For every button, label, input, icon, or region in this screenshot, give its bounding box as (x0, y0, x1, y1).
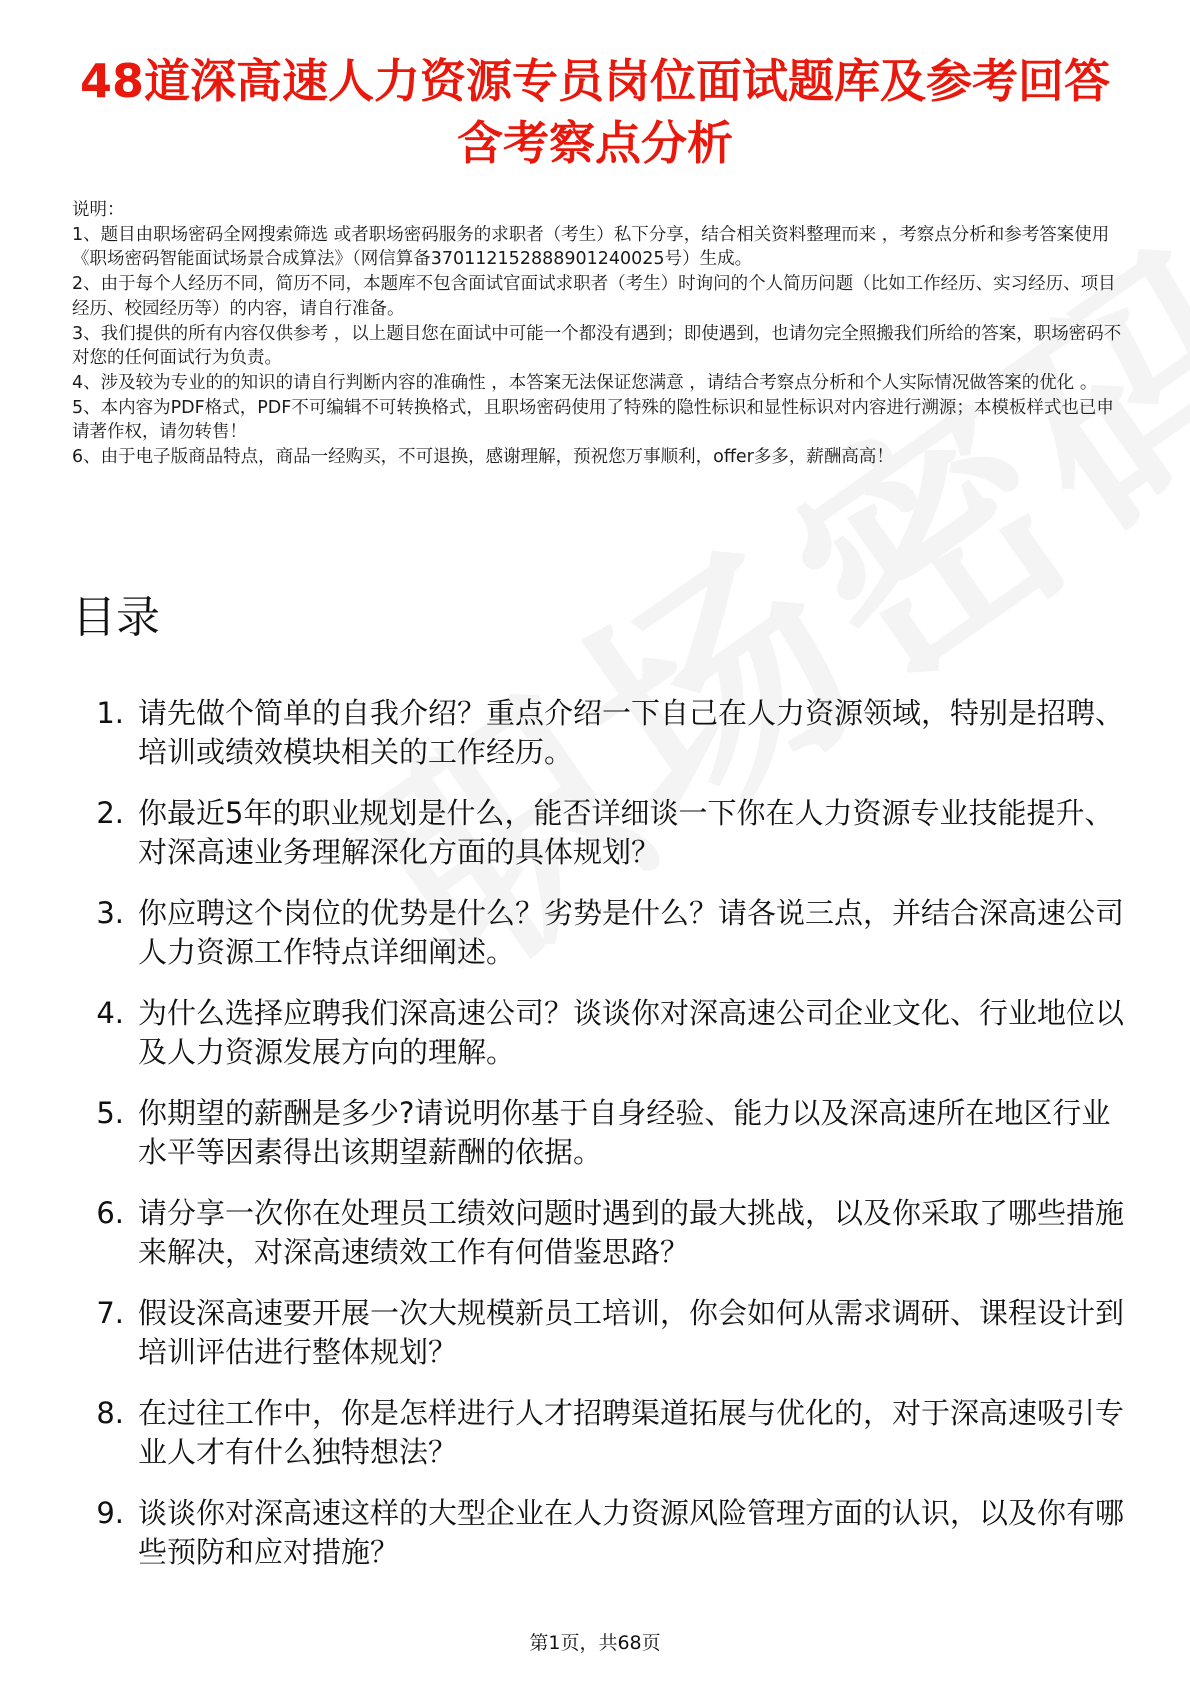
toc-item-number: 2. (96, 796, 124, 830)
notes-line: 3、我们提供的所有内容仅供参考 ，以上题目您在面试中可能一个都没有遇到；即使遇到，也请勿完全照搬我们所给的答案，职场密码不对您的任何面试行为负责。 (72, 323, 1122, 369)
toc-heading: 目录 (72, 592, 160, 643)
toc-item-text: 在过往工作中，你是怎样进行人才招聘渠道拓展与优化的，对于深高速吸引专业人才有什么独特想法？ (138, 1396, 1125, 1469)
toc-item[interactable] (72, 694, 1132, 772)
toc-item-text: 你期望的薪酬是多少?请说明你基于自身经验、能力以及深高速所在地区行业水平等因素得出该期望薪酬的依据。 (138, 1096, 1111, 1169)
toc-item[interactable] (72, 1194, 1132, 1272)
toc-item-number: 4. (96, 996, 124, 1030)
toc-item-number: 3. (96, 896, 124, 930)
toc-item-number: 8. (96, 1396, 124, 1430)
toc-item-number: 1. (96, 696, 124, 730)
toc-item-text: 你最近5年的职业规划是什么，能否详细谈一下你在人力资源专业技能提升、对深高速业务理解深化方面的具体规划？ (138, 796, 1114, 869)
toc-item-text: 请先做个简单的自我介绍？重点介绍一下自己在人力资源领域，特别是招聘、培训或绩效模块相关的工作经历。 (138, 696, 1125, 769)
toc-item-number: 7. (96, 1296, 124, 1330)
notes-line: 2、由于每个人经历不同，简历不同，本题库不包含面试官面试求职者（考生）时询问的个人简历问题（比如工作经历、实习经历、项目经历、校园经历等）的内容，请自行准备。 (72, 274, 1116, 319)
notes-line: 4、涉及较为专业的的知识的请自行判断内容的准确性 ，本答案无法保证您满意 ，请结合考察点分析和个人实际情况做答案的优化 。 (72, 372, 1098, 393)
toc-item[interactable] (72, 1394, 1132, 1472)
toc-item[interactable] (72, 1094, 1132, 1172)
toc-item-number: 9. (96, 1496, 124, 1530)
toc-item-number: 6. (96, 1196, 124, 1230)
toc-item-number: 5. (96, 1096, 124, 1130)
page-title: 48道深高速人力资源专员岗位面试题库及参考回答含考察点分析 (79, 54, 1110, 170)
notes-line: 5、本内容为PDF格式，PDF不可编辑不可转换格式，且职场密码使用了特殊的隐性标识和显性标识对内容进行溯源；本模板样式也已申请著作权，请勿转售！ (72, 397, 1114, 443)
toc-list (72, 694, 1132, 1594)
notes-line: 1、题目由职场密码全网搜索筛选 或者职场密码服务的求职者（考生）私下分享，结合相关资料整理而来 ，考察点分析和参考答案使用《职场密码智能面试场景合成算法》（网信算备370112152888901240025号）生成。 (72, 224, 1110, 270)
toc-item[interactable] (72, 794, 1132, 872)
toc-item-text: 假设深高速要开展一次大规模新员工培训，你会如何从需求调研、课程设计到培训评估进行整体规划？ (138, 1296, 1125, 1369)
toc-item[interactable] (72, 1294, 1132, 1372)
toc-item[interactable] (72, 894, 1132, 972)
toc-item[interactable] (72, 994, 1132, 1072)
notes-section (72, 198, 1122, 470)
toc-item-text: 谈谈你对深高速这样的大型企业在人力资源风险管理方面的认识，以及你有哪些预防和应对措施？ (138, 1496, 1125, 1569)
notes-line: 6、由于电子版商品特点，商品一经购买，不可退换，感谢理解，预祝您万事顺利，offer多多，薪酬高高！ (72, 447, 894, 468)
toc-item-text: 为什么选择应聘我们深高速公司？谈谈你对深高速公司企业文化、行业地位以及人力资源发展方向的理解。 (138, 996, 1125, 1069)
notes-heading: 说明： (72, 200, 125, 220)
page-footer: 第1页，共68页 (529, 1632, 661, 1654)
toc-item-text: 请分享一次你在处理员工绩效问题时遇到的最大挑战，以及你采取了哪些措施来解决，对深高速绩效工作有何借鉴思路？ (138, 1196, 1125, 1269)
toc-item[interactable] (72, 1494, 1132, 1572)
toc-item-text: 你应聘这个岗位的优势是什么？劣势是什么？请各说三点，并结合深高速公司人力资源工作特点详细阐述。 (138, 896, 1125, 969)
